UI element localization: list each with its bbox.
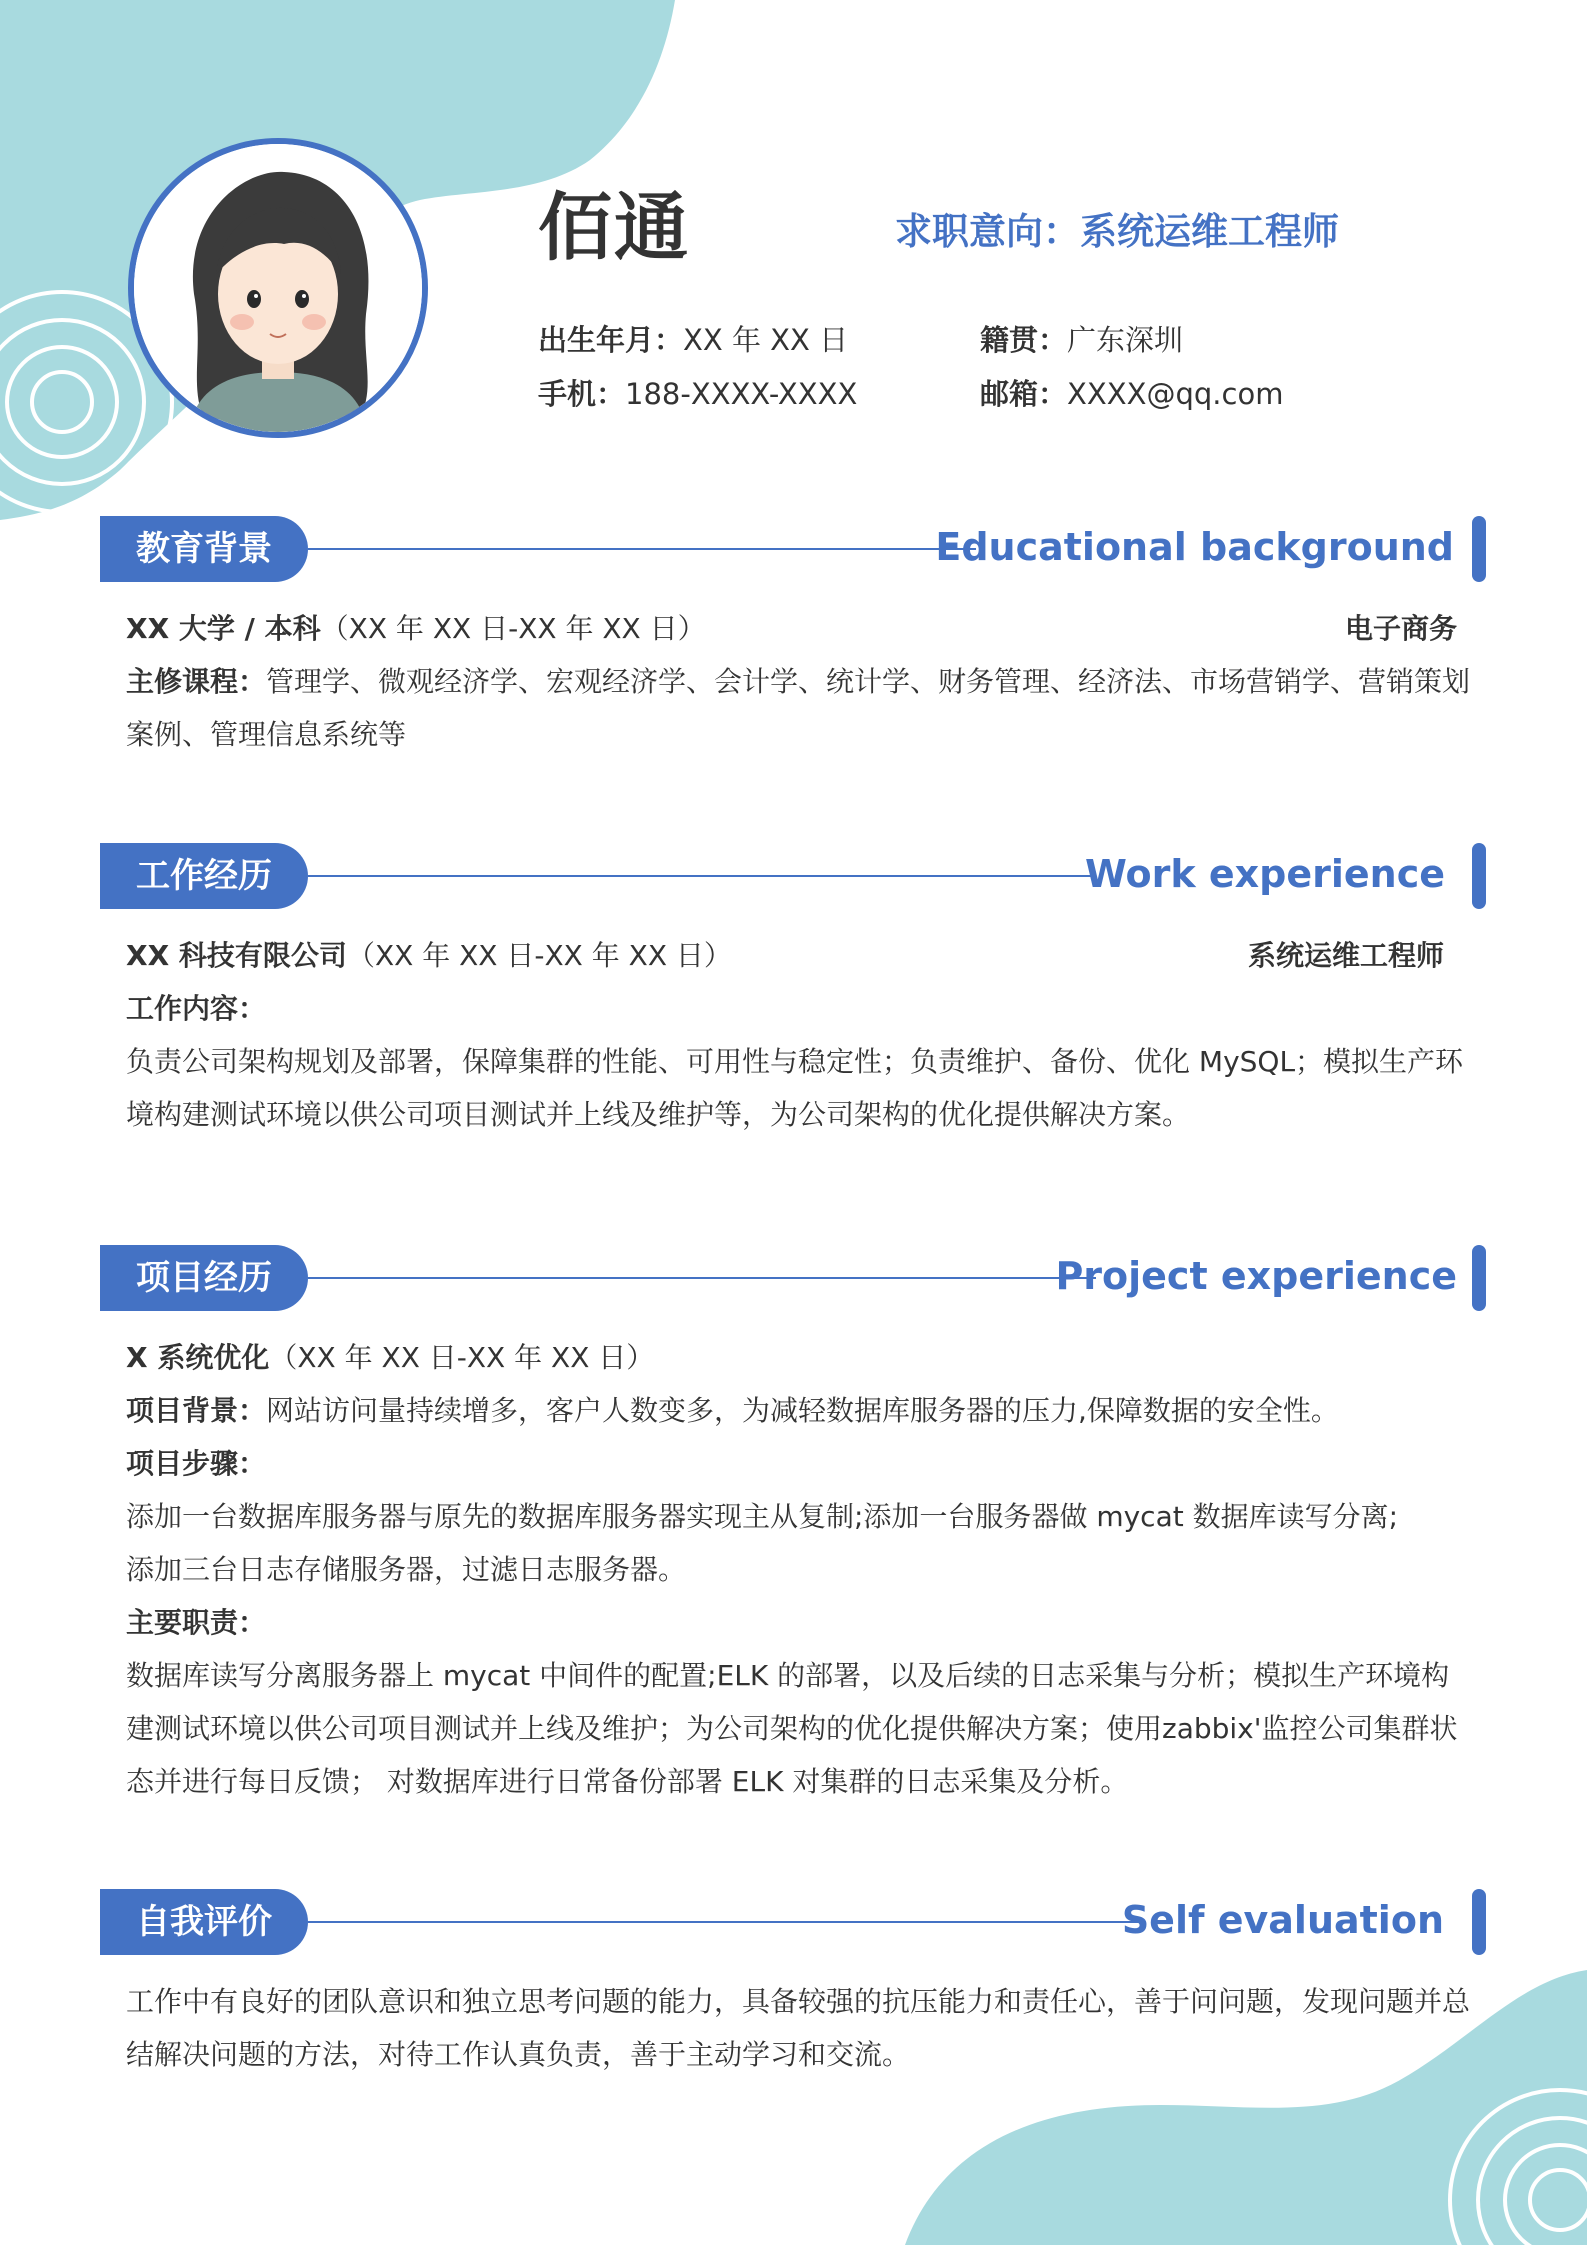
self-evaluation-text: 工作中有良好的团队意识和独立思考问题的能力，具备较强的抗压能力和责任心，善于问问题，发现问题并总结解决问题的方法，对待工作认真负责，善于主动学习和交流。	[126, 1985, 1471, 2071]
email-value: XXXX@qq.com	[1067, 377, 1284, 411]
phone-value: 188-XXXX-XXXX	[625, 377, 858, 411]
project-heading: 项目经历	[100, 1245, 308, 1311]
hometown-info	[980, 320, 1183, 360]
education-divider	[308, 548, 976, 550]
candidate-name: 佰通	[538, 185, 690, 271]
job-intent-value: 系统运维工程师	[1080, 210, 1339, 253]
project-background-text: 网站访问量持续增多，客户人数变多，为减轻数据库服务器的压力,保障数据的安全性。	[266, 1394, 1339, 1427]
project-divider	[308, 1277, 1096, 1279]
birth-label: 出生年月：	[538, 323, 684, 357]
project-steps-label: 项目步骤：	[126, 1447, 267, 1480]
school-name: XX 大学 / 本科	[126, 612, 321, 645]
school-period: （XX 年 XX 日-XX 年 XX 日）	[320, 612, 706, 645]
birth-info	[538, 320, 848, 360]
work-divider	[308, 875, 1096, 877]
project-name: X 系统优化	[126, 1341, 270, 1374]
company-name: XX 科技有限公司	[126, 939, 347, 972]
email-info	[980, 374, 1283, 414]
education-heading: 教育背景	[100, 516, 308, 582]
phone-label: 手机：	[538, 377, 626, 411]
project-background-label: 项目背景：	[126, 1394, 267, 1427]
job-intent	[895, 208, 1339, 256]
self-heading-en: Self evaluation	[1121, 1898, 1444, 1942]
avatar	[128, 138, 428, 438]
self-heading: 自我评价	[100, 1889, 308, 1955]
self-accent-bar	[1472, 1889, 1486, 1955]
work-heading-en: Work experience	[1084, 852, 1445, 896]
education-courses	[126, 655, 1476, 761]
project-steps-line2: 添加三台日志存储服务器，过滤日志服务器。	[126, 1553, 687, 1586]
hometown-value: 广东深圳	[1067, 323, 1184, 357]
education-major: 电子商务	[1344, 612, 1457, 645]
courses-label: 主修课程：	[126, 665, 267, 698]
hometown-label: 籍贯：	[980, 323, 1068, 357]
education-heading-en: Educational background	[935, 525, 1454, 569]
courses-text: 管理学、微观经济学、宏观经济学、会计学、统计学、财务管理、经济法、市场营销学、营销策划案例、管理信息系统等	[126, 665, 1471, 751]
project-duties-text: 数据库读写分离服务器上 mycat 中间件的配置;ELK 的部署，以及后续的日志采集与分析；模拟生产环境构建测试环境以供公司项目测试并上线及维护；为公司架构的优化提供解决方案；使用zabbix'监控公司集群状态并进行每日反馈； 对数据库进行日常备份部署 ELK 对集群的日志采集及分析。	[126, 1659, 1458, 1798]
avatar-illustration	[134, 144, 422, 432]
project-background	[126, 1384, 1476, 1437]
project-duties-label: 主要职责：	[126, 1606, 267, 1639]
email-label: 邮箱：	[980, 377, 1068, 411]
project-name-line	[126, 1331, 1476, 1384]
job-intent-label: 求职意向：	[895, 210, 1080, 253]
education-school-line	[126, 602, 1476, 655]
company-period: （XX 年 XX 日-XX 年 XX 日）	[346, 939, 732, 972]
project-heading-en: Project experience	[1055, 1254, 1457, 1298]
project-steps-line1: 添加一台数据库服务器与原先的数据库服务器实现主从复制;添加一台服务器做 mycat 数据库读写分离;	[126, 1500, 1399, 1533]
self-divider	[308, 1921, 1144, 1923]
work-content-text: 负责公司架构规划及部署，保障集群的性能、可用性与稳定性；负责维护、备份、优化 MySQL；模拟生产环境构建测试环境以供公司项目测试并上线及维护等，为公司架构的优化提供解决方案。	[126, 1045, 1464, 1131]
birth-value: XX 年 XX 日	[683, 323, 849, 357]
phone-info	[538, 374, 857, 414]
project-period: （XX 年 XX 日-XX 年 XX 日）	[269, 1341, 655, 1374]
work-position: 系统运维工程师	[1247, 939, 1444, 972]
work-heading: 工作经历	[100, 843, 308, 909]
education-accent-bar	[1472, 516, 1486, 582]
work-accent-bar	[1472, 843, 1486, 909]
project-accent-bar	[1472, 1245, 1486, 1311]
work-content-label: 工作内容：	[126, 992, 267, 1025]
